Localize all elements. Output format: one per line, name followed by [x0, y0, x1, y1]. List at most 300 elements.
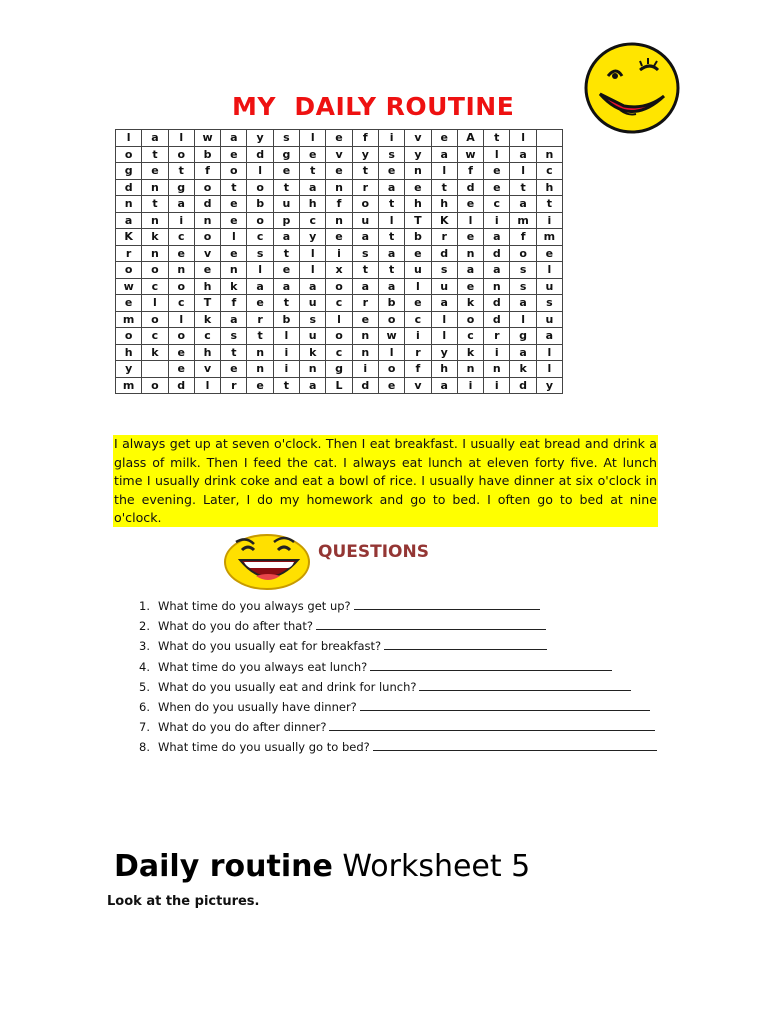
grid-cell: e	[536, 245, 562, 262]
grid-cell: r	[405, 344, 431, 361]
grid-cell: o	[457, 311, 483, 328]
grid-cell: o	[116, 328, 142, 345]
grid-cell: t	[378, 229, 404, 246]
grid-cell: c	[326, 295, 352, 312]
grid-cell: k	[194, 311, 220, 328]
answer-blank[interactable]	[329, 719, 655, 731]
grid-cell: n	[484, 361, 510, 378]
grid-cell: n	[352, 344, 378, 361]
grid-cell: m	[510, 212, 536, 229]
grid-cell: l	[247, 262, 273, 279]
grid-cell: v	[194, 245, 220, 262]
grid-cell: i	[273, 361, 299, 378]
grid-cell: t	[378, 196, 404, 213]
grid-cell: e	[247, 295, 273, 312]
grid-cell: o	[168, 278, 194, 295]
question-text: What do you do after that?	[158, 619, 313, 634]
grid-cell: g	[326, 361, 352, 378]
question-item	[130, 737, 670, 757]
grid-cell: g	[273, 146, 299, 163]
grid-cell: f	[457, 163, 483, 180]
question-number: 7.	[139, 720, 150, 735]
grid-cell: a	[221, 130, 247, 147]
grid-cell: c	[457, 328, 483, 345]
grid-cell: i	[168, 212, 194, 229]
grid-cell: r	[247, 311, 273, 328]
grid-cell: t	[352, 163, 378, 180]
grid-cell: e	[457, 196, 483, 213]
questions-list	[130, 596, 670, 758]
grid-cell: e	[221, 212, 247, 229]
grid-cell: a	[300, 377, 326, 394]
grid-cell: t	[510, 179, 536, 196]
grid-cell: f	[405, 361, 431, 378]
grid-cell: t	[352, 262, 378, 279]
grid-cell: n	[221, 262, 247, 279]
grid-cell: T	[194, 295, 220, 312]
grid-cell: o	[168, 328, 194, 345]
grid-cell: m	[116, 377, 142, 394]
grid-cell: y	[116, 361, 142, 378]
grid-cell: c	[142, 278, 168, 295]
grid-cell: a	[431, 377, 457, 394]
grid-cell: t	[142, 146, 168, 163]
question-number: 8.	[139, 740, 150, 755]
grid-row	[116, 229, 563, 246]
grid-cell: d	[194, 196, 220, 213]
grid-row	[116, 146, 563, 163]
grid-cell: h	[300, 196, 326, 213]
grid-cell: s	[510, 262, 536, 279]
grid-cell: e	[142, 163, 168, 180]
grid-cell: a	[142, 130, 168, 147]
grid-cell: a	[378, 179, 404, 196]
grid-cell: t	[431, 179, 457, 196]
grid-cell: l	[536, 262, 562, 279]
grid-cell: h	[431, 196, 457, 213]
grid-cell: c	[405, 311, 431, 328]
grid-row	[116, 311, 563, 328]
grid-cell: o	[378, 311, 404, 328]
grid-cell: f	[326, 196, 352, 213]
grid-cell: e	[405, 295, 431, 312]
grid-cell: K	[431, 212, 457, 229]
grid-cell: l	[168, 130, 194, 147]
question-number: 6.	[139, 699, 150, 714]
grid-cell: r	[116, 245, 142, 262]
grid-cell: o	[352, 196, 378, 213]
grid-cell: t	[273, 245, 299, 262]
grid-cell: o	[194, 229, 220, 246]
grid-cell: i	[484, 344, 510, 361]
grid-cell: o	[247, 212, 273, 229]
grid-cell: e	[221, 146, 247, 163]
grid-cell: a	[378, 245, 404, 262]
grid-cell: l	[300, 262, 326, 279]
grid-cell: o	[168, 146, 194, 163]
grid-cell: i	[326, 245, 352, 262]
question-text: What do you do after dinner?	[158, 720, 327, 735]
question-item	[130, 616, 670, 636]
grid-cell: b	[273, 311, 299, 328]
grid-cell: n	[457, 245, 483, 262]
grid-cell: t	[484, 130, 510, 147]
grid-cell: t	[221, 344, 247, 361]
grid-cell: e	[405, 245, 431, 262]
grid-cell: l	[247, 163, 273, 180]
grid-cell: e	[221, 245, 247, 262]
grid-cell: y	[300, 229, 326, 246]
grid-cell: f	[194, 163, 220, 180]
reading-passage: I always get up at seven o'clock. Then I eat breakfast. I usually eat bread and drink a glass of milk. Then I feed the cat. I always eat lunch at eleven forty five. At lunch time I usually drink coke and eat a bowl of rice. I usually have dinner at six o'clock in the evening. Later, I do my homework and go to bed. I often go to bed at nine o'clock.	[114, 436, 657, 526]
grid-row	[116, 344, 563, 361]
grid-cell: u	[273, 196, 299, 213]
question-item	[130, 636, 670, 656]
grid-cell: e	[221, 361, 247, 378]
grid-cell: e	[457, 278, 483, 295]
grid-cell: e	[405, 179, 431, 196]
question-number: 5.	[139, 679, 150, 694]
grid-cell: n	[168, 262, 194, 279]
grid-cell: t	[300, 163, 326, 180]
grid-cell: i	[484, 377, 510, 394]
grid-cell: o	[221, 163, 247, 180]
grid-cell: f	[352, 130, 378, 147]
grid-cell: p	[273, 212, 299, 229]
grid-cell: e	[300, 146, 326, 163]
grid-cell: l	[510, 163, 536, 180]
grid-cell: o	[326, 328, 352, 345]
grid-cell: a	[484, 262, 510, 279]
grid-cell: v	[405, 130, 431, 147]
grid-cell: k	[142, 344, 168, 361]
grid-cell: a	[352, 278, 378, 295]
grid-cell: n	[247, 361, 273, 378]
grid-cell: l	[510, 311, 536, 328]
answer-blank[interactable]	[384, 638, 547, 650]
answer-blank[interactable]	[316, 618, 546, 630]
grid-cell: w	[378, 328, 404, 345]
grid-cell: y	[431, 344, 457, 361]
grid-cell: l	[194, 377, 220, 394]
question-item	[130, 677, 670, 697]
grid-cell: l	[142, 295, 168, 312]
grid-cell: a	[484, 229, 510, 246]
grid-cell: n	[142, 245, 168, 262]
question-number: 3.	[139, 639, 150, 654]
laughing-smiley-icon	[222, 532, 312, 592]
grid-row	[116, 196, 563, 213]
grid-cell: a	[273, 229, 299, 246]
grid-cell: m	[116, 311, 142, 328]
grid-cell: i	[273, 344, 299, 361]
question-text: What do you usually eat for breakfast?	[158, 639, 382, 654]
grid-cell: s	[378, 146, 404, 163]
grid-cell: a	[273, 278, 299, 295]
grid-row	[116, 212, 563, 229]
grid-cell: n	[142, 179, 168, 196]
grid-cell: s	[300, 311, 326, 328]
grid-cell: i	[484, 212, 510, 229]
grid-cell: t	[273, 295, 299, 312]
grid-cell: l	[273, 328, 299, 345]
question-text: What time do you always eat lunch?	[158, 659, 368, 674]
grid-cell: a	[536, 328, 562, 345]
grid-cell: k	[457, 344, 483, 361]
grid-cell: d	[168, 377, 194, 394]
grid-cell: u	[300, 328, 326, 345]
grid-cell: e	[484, 163, 510, 180]
grid-cell: d	[484, 245, 510, 262]
grid-cell: a	[168, 196, 194, 213]
grid-cell: l	[300, 130, 326, 147]
grid-cell: a	[116, 212, 142, 229]
grid-cell: k	[300, 344, 326, 361]
grid-cell: n	[536, 146, 562, 163]
grid-cell: o	[142, 377, 168, 394]
grid-cell: k	[457, 295, 483, 312]
grid-cell: l	[378, 212, 404, 229]
grid-cell: w	[116, 278, 142, 295]
grid-cell: a	[247, 278, 273, 295]
worksheet-title-bold: Daily routine	[114, 849, 333, 884]
grid-cell: t	[378, 262, 404, 279]
grid-cell: l	[536, 344, 562, 361]
worksheet-title-rest: Worksheet 5	[332, 849, 531, 884]
page-title: MY DAILY ROUTINE	[232, 92, 515, 121]
grid-cell: n	[247, 344, 273, 361]
grid-cell: v	[194, 361, 220, 378]
grid-cell: l	[116, 130, 142, 147]
grid-cell: e	[273, 262, 299, 279]
grid-cell: a	[431, 295, 457, 312]
grid-cell: A	[457, 130, 483, 147]
grid-cell: a	[510, 344, 536, 361]
grid-row	[116, 179, 563, 196]
grid-cell: l	[431, 311, 457, 328]
grid-cell: c	[484, 196, 510, 213]
grid-row	[116, 295, 563, 312]
question-text: What time do you always get up?	[158, 599, 351, 613]
grid-cell: k	[142, 229, 168, 246]
grid-cell: c	[168, 295, 194, 312]
answer-blank[interactable]	[360, 699, 650, 711]
grid-cell: c	[168, 229, 194, 246]
grid-cell: e	[247, 377, 273, 394]
grid-cell: s	[352, 245, 378, 262]
grid-cell: y	[247, 130, 273, 147]
grid-cell: l	[457, 212, 483, 229]
grid-cell: h	[194, 278, 220, 295]
grid-cell: a	[352, 229, 378, 246]
grid-cell: e	[431, 130, 457, 147]
grid-cell: h	[405, 196, 431, 213]
question-number: 2.	[139, 619, 150, 634]
grid-cell: n	[116, 196, 142, 213]
grid-row	[116, 361, 563, 378]
grid-cell: o	[194, 179, 220, 196]
grid-row	[116, 278, 563, 295]
grid-cell: h	[194, 344, 220, 361]
grid-cell: a	[300, 179, 326, 196]
grid-cell: t	[221, 179, 247, 196]
grid-cell: t	[273, 179, 299, 196]
grid-cell: v	[326, 146, 352, 163]
question-item	[130, 596, 670, 616]
grid-cell: o	[247, 179, 273, 196]
question-number: 1.	[139, 599, 150, 613]
grid-cell: m	[536, 229, 562, 246]
questions-heading: QUESTIONS	[318, 542, 429, 562]
grid-cell: K	[116, 229, 142, 246]
grid-cell: l	[326, 311, 352, 328]
grid-cell: x	[326, 262, 352, 279]
grid-cell: u	[536, 278, 562, 295]
grid-cell: o	[378, 361, 404, 378]
grid-row	[116, 377, 563, 394]
grid-cell: l	[431, 163, 457, 180]
grid-cell: n	[405, 163, 431, 180]
grid-cell: d	[247, 146, 273, 163]
grid-cell: s	[273, 130, 299, 147]
grid-cell: t	[536, 196, 562, 213]
grid-cell: o	[116, 146, 142, 163]
word-search-grid	[115, 129, 563, 394]
grid-cell: l	[431, 328, 457, 345]
answer-blank[interactable]	[354, 598, 540, 610]
grid-cell: u	[300, 295, 326, 312]
grid-row	[116, 262, 563, 279]
grid-cell: t	[247, 328, 273, 345]
grid-cell: e	[326, 163, 352, 180]
grid-cell: a	[510, 146, 536, 163]
grid-cell: e	[116, 295, 142, 312]
grid-cell: l	[378, 344, 404, 361]
grid-cell: l	[536, 361, 562, 378]
grid-cell: d	[457, 179, 483, 196]
grid-cell: d	[431, 245, 457, 262]
grid-cell: c	[536, 163, 562, 180]
grid-cell: n	[326, 212, 352, 229]
grid-cell: k	[510, 361, 536, 378]
grid-cell: y	[536, 377, 562, 394]
grid-cell: l	[405, 278, 431, 295]
grid-cell: n	[457, 361, 483, 378]
grid-cell: e	[168, 361, 194, 378]
grid-cell: y	[352, 146, 378, 163]
grid-cell: s	[536, 295, 562, 312]
question-item	[130, 657, 670, 677]
grid-cell: t	[168, 163, 194, 180]
grid-cell: e	[194, 262, 220, 279]
grid-cell: b	[247, 196, 273, 213]
grid-cell: g	[116, 163, 142, 180]
grid-cell: c	[194, 328, 220, 345]
grid-cell: b	[405, 229, 431, 246]
instruction-text: Look at the pictures.	[107, 894, 260, 909]
grid-cell: e	[221, 196, 247, 213]
grid-cell: k	[221, 278, 247, 295]
grid-cell: u	[536, 311, 562, 328]
grid-cell: r	[484, 328, 510, 345]
grid-cell: f	[221, 295, 247, 312]
winking-smiley-icon	[580, 40, 684, 136]
grid-cell: v	[405, 377, 431, 394]
grid-cell: c	[300, 212, 326, 229]
grid-cell: h	[431, 361, 457, 378]
grid-cell: l	[484, 146, 510, 163]
grid-cell: a	[221, 311, 247, 328]
grid-cell: r	[352, 295, 378, 312]
grid-cell: T	[405, 212, 431, 229]
grid-cell: i	[405, 328, 431, 345]
grid-cell: e	[378, 377, 404, 394]
grid-cell: e	[273, 163, 299, 180]
question-item	[130, 697, 670, 717]
grid-cell: e	[168, 344, 194, 361]
grid-cell: s	[510, 278, 536, 295]
grid-cell: e	[326, 229, 352, 246]
grid-cell: o	[142, 262, 168, 279]
answer-blank[interactable]	[419, 679, 631, 691]
grid-cell: w	[457, 146, 483, 163]
grid-cell	[142, 361, 168, 378]
grid-cell: e	[378, 163, 404, 180]
grid-cell: l	[221, 229, 247, 246]
grid-cell: r	[352, 179, 378, 196]
grid-cell: g	[168, 179, 194, 196]
grid-cell: c	[326, 344, 352, 361]
grid-row	[116, 245, 563, 262]
grid-cell: s	[247, 245, 273, 262]
grid-cell: b	[378, 295, 404, 312]
grid-cell: n	[194, 212, 220, 229]
grid-cell: u	[431, 278, 457, 295]
grid-cell: a	[431, 146, 457, 163]
worksheet-title	[114, 849, 530, 884]
grid-cell: s	[221, 328, 247, 345]
grid-cell: n	[352, 328, 378, 345]
grid-row	[116, 163, 563, 180]
grid-cell: L	[326, 377, 352, 394]
question-item	[130, 717, 670, 737]
grid-cell: r	[221, 377, 247, 394]
question-text: What time do you usually go to bed?	[158, 740, 370, 755]
grid-cell: g	[510, 328, 536, 345]
grid-row	[116, 328, 563, 345]
grid-cell: a	[300, 278, 326, 295]
grid-cell: e	[457, 229, 483, 246]
grid-cell: f	[510, 229, 536, 246]
grid-cell: t	[273, 377, 299, 394]
answer-blank[interactable]	[373, 739, 657, 751]
grid-cell: r	[431, 229, 457, 246]
grid-cell: y	[405, 146, 431, 163]
grid-cell: a	[378, 278, 404, 295]
grid-cell: i	[378, 130, 404, 147]
grid-cell: e	[168, 245, 194, 262]
grid-cell: o	[116, 262, 142, 279]
answer-blank[interactable]	[370, 659, 612, 671]
grid-cell: o	[326, 278, 352, 295]
grid-cell: u	[405, 262, 431, 279]
grid-cell: d	[484, 311, 510, 328]
grid-cell: h	[116, 344, 142, 361]
grid-cell: l	[300, 245, 326, 262]
grid-cell: s	[431, 262, 457, 279]
question-number: 4.	[139, 659, 150, 674]
grid-cell: e	[484, 179, 510, 196]
